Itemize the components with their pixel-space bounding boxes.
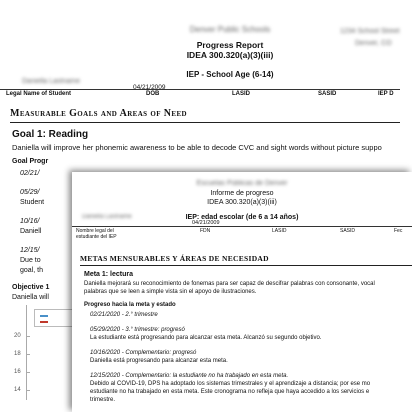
school-name: Denver Public Schools bbox=[189, 25, 271, 34]
progress-date: 12/15/ bbox=[20, 247, 40, 254]
progress-text: Due to bbox=[20, 257, 41, 264]
progress-date: 10/16/ bbox=[20, 218, 40, 225]
axis-tick: 16 bbox=[14, 369, 21, 375]
column-label: DOB bbox=[146, 91, 160, 97]
goal-text: Daniella will improve her phonemic awareness to be able to decode CVC and sight words without picture suppo bbox=[12, 143, 382, 152]
progress-entry-text: Daniella está progresando para alcanzar esta meta. bbox=[90, 358, 228, 364]
axis-tick: 20 bbox=[14, 333, 21, 339]
report-title-line: Informe de progreso bbox=[210, 190, 274, 197]
student-name: Daniella Lastname bbox=[82, 214, 132, 220]
student-info-header bbox=[72, 226, 412, 242]
progress-text: Daniell bbox=[20, 228, 42, 235]
dob-value: 04/21/2009 bbox=[192, 220, 220, 226]
section-divider bbox=[10, 122, 400, 123]
redacted-address-line: Denver, CO bbox=[355, 40, 392, 47]
dob-value: 04/21/2009 bbox=[133, 84, 166, 91]
report-subtitle-line: IDEA 300.320(a)(3)(iii) bbox=[207, 199, 277, 206]
section-divider bbox=[80, 265, 412, 266]
student-name: Daniella Lastname bbox=[22, 78, 80, 85]
column-label: LASID bbox=[232, 91, 250, 97]
column-label: Legal Name of Student bbox=[6, 91, 72, 97]
progress-heading: Progreso hacia la meta y estado bbox=[84, 302, 176, 308]
section-heading: METAS MENSURABLES Y ÁREAS DE NECESIDAD bbox=[80, 254, 269, 263]
progress-date: 02/21/ bbox=[20, 170, 40, 177]
axis-tick: 14 bbox=[14, 387, 21, 393]
progress-entry-date: 02/21/2020 - 2.° trimestre bbox=[90, 312, 158, 318]
column-label: SASID bbox=[340, 228, 356, 234]
column-label: SASID bbox=[318, 91, 337, 97]
tick-mark bbox=[26, 354, 30, 355]
goal-progress-label: Goal Progr bbox=[12, 158, 49, 165]
column-label: LASID bbox=[272, 228, 287, 234]
report-subtitle-line: IDEA 300.320(a)(3)(iii) bbox=[186, 50, 274, 60]
legend-swatch bbox=[40, 321, 48, 323]
goal-title: Meta 1: lectura bbox=[84, 271, 134, 278]
iep-label: IEP - School Age (6-14) bbox=[186, 70, 274, 79]
school-name: Escuelas Públicas de Denver bbox=[196, 180, 288, 187]
column-label: IEP D bbox=[378, 91, 394, 97]
progress-entry-date: 05/29/2020 - 3.° trimestre: progresó bbox=[90, 327, 185, 333]
tick-mark bbox=[26, 372, 30, 373]
progress-entry-text: Debido al COVID-19, DPS ha adoptado los sistemas trimestrales y el aprendizaje a distancia; por ese mo bbox=[90, 381, 371, 387]
report-title-line: Progress Report bbox=[196, 40, 264, 50]
tick-mark bbox=[26, 336, 30, 337]
tick-mark bbox=[26, 390, 30, 391]
section-heading: Measurable Goals and Areas of Need bbox=[10, 108, 188, 119]
progress-entry-text: trimestre. bbox=[90, 397, 116, 403]
progress-entry-text: La estudiante está progresando para alcanzar esta meta. Alcanzó su segundo objetivo. bbox=[90, 335, 322, 341]
column-label: Nombre legal del estudiante del IEP bbox=[76, 228, 117, 240]
axis-tick: 18 bbox=[14, 351, 21, 357]
progress-entry-text: estudiante no ha trabajado en esta meta. Este cronograma no refleja que haya accedido a los servicios e bbox=[90, 389, 370, 395]
goal-title: Goal 1: Reading bbox=[12, 129, 89, 140]
column-label: Fec bbox=[394, 228, 403, 234]
objective-title: Objective 1 bbox=[12, 284, 50, 291]
student-info-header bbox=[0, 89, 400, 99]
legend-swatch bbox=[40, 315, 48, 317]
progress-text: goal, th bbox=[20, 267, 43, 274]
progress-text: Student bbox=[20, 199, 45, 206]
redacted-address-line: 1234 School Street bbox=[340, 28, 400, 35]
report-title bbox=[130, 40, 330, 60]
progress-entry-date: 12/15/2020 - Complementario: la estudiante no ha trabajado en esta meta. bbox=[90, 373, 289, 379]
objective-text: Daniella will bbox=[12, 294, 49, 301]
column-label: FDN bbox=[200, 228, 211, 234]
goal-text: Daniella mejorará su reconocimiento de fonemas para ser capaz de descifrar palabras con consonante, vocal bbox=[84, 281, 375, 287]
iep-label: IEP: edad escolar (de 6 a 14 años) bbox=[185, 214, 299, 221]
report-title bbox=[167, 189, 317, 207]
spanish-progress-report bbox=[72, 172, 412, 412]
goal-text: palabras que se leen a simple vista sin el apoyo de ilustraciones. bbox=[84, 289, 257, 295]
progress-date: 05/29/ bbox=[20, 189, 40, 196]
progress-entry-date: 10/16/2020 - Complementario: progresó bbox=[90, 350, 197, 356]
